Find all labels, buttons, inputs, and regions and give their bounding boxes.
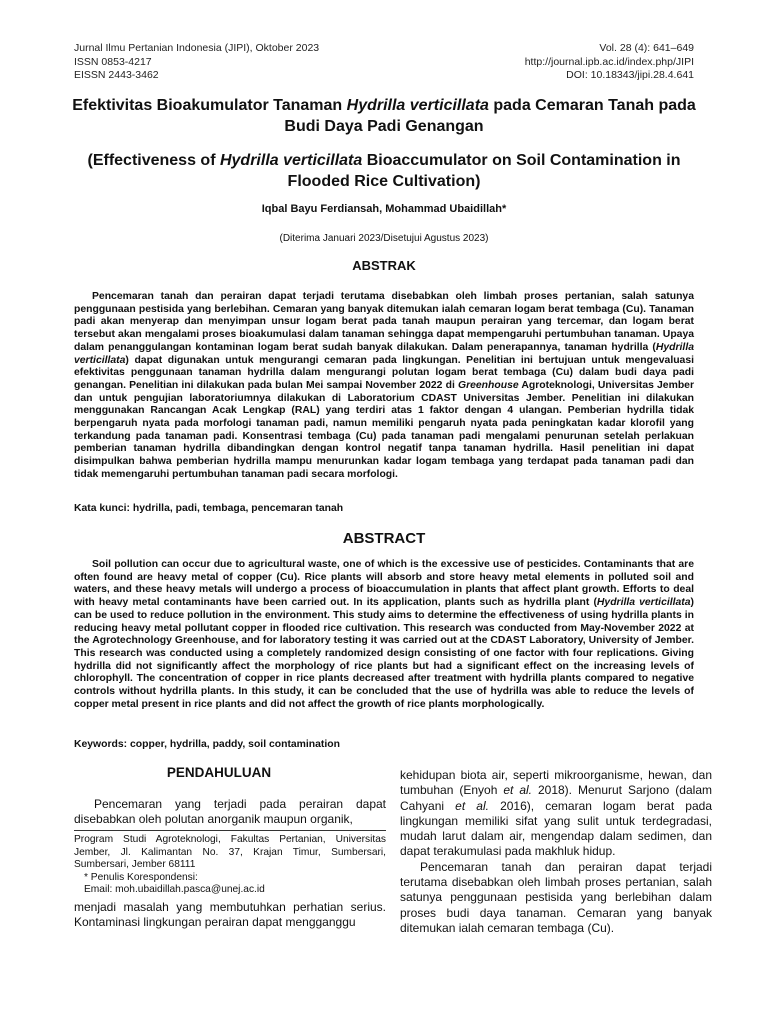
intro-text: kehidupan biota air, seperti mikroorganisme, hewan, dan tumbuhan (Enyoh bbox=[400, 768, 712, 798]
intro-paragraph: Pencemaran tanah dan perairan dapat terjadi terutama disebabkan oleh limbah proses pertanian, salah satunya penggunaan pestisida yang berlebihan dalam proses budi daya tanaman. Cemaran yang banyak ditemukan ialah cemaran tembaga (Cu). bbox=[400, 859, 712, 935]
authors: Iqbal Bayu Ferdiansah, Mohammad Ubaidillah* bbox=[261, 203, 507, 215]
journal-header-right bbox=[525, 42, 694, 83]
corresponding-author: * Penulis Korespondensi: bbox=[84, 871, 198, 883]
title-indonesian bbox=[60, 95, 708, 137]
intro-paragraph bbox=[400, 768, 712, 860]
abstrak-species: Hydrilla verticillata bbox=[74, 341, 694, 366]
affiliation: Program Studi Agroteknologi, Fakultas Pertanian, Universitas Jember, Jl. Kalimantan No. 37, Krajan Timur, Sumbersari, Sumbersari, Jember 68111 bbox=[74, 834, 386, 870]
email: Email: moh.ubaidillah.pasca@unej.ac.id bbox=[84, 884, 265, 895]
intro-text: 2016), cemaran logam berat pada lingkungan memiliki sifat yang sulit untuk terdegradasi, mudah larut dalam air, mengendap dalam sedimen, dan dapat terakumulasi pada makhluk hidup. bbox=[400, 798, 712, 859]
intro-paragraph: Pencemaran yang terjadi pada perairan dapat disebabkan oleh polutan anorganik maupun organik, bbox=[74, 797, 386, 827]
abstrak-heading: ABSTRAK bbox=[352, 258, 416, 273]
title-id-part: pada Cemaran Tanah pada Budi Daya Padi Genangan bbox=[284, 97, 696, 135]
title-en-species: Hydrilla verticillata bbox=[219, 152, 363, 169]
intro-left-top bbox=[74, 797, 386, 828]
intro-right-column bbox=[400, 768, 712, 936]
intro-text: 2018). Menurut Sarjono (dalam Cahyani bbox=[400, 783, 712, 813]
kata-kunci: Kata kunci: hydrilla, padi, tembaga, pencemaran tanah bbox=[74, 503, 344, 514]
intro-left-bottom bbox=[74, 900, 386, 931]
intro-etal: et al. bbox=[503, 783, 532, 798]
eissn: EISSN 2443-3462 bbox=[74, 69, 159, 81]
abstract-body bbox=[74, 559, 694, 711]
volume-pages: Vol. 28 (4): 641–649 bbox=[599, 42, 694, 54]
footnote-divider bbox=[74, 830, 386, 831]
footnote bbox=[74, 834, 386, 897]
abstrak-greenhouse: Greenhouse bbox=[458, 379, 519, 391]
title-en-part: Bioaccumulator on Soil Contamination in Flooded Rice Cultivation) bbox=[287, 152, 681, 190]
title-english bbox=[60, 150, 708, 192]
keywords: Keywords: copper, hydrilla, paddy, soil contamination bbox=[74, 739, 340, 750]
section-heading-pendahuluan: PENDAHULUAN bbox=[166, 765, 272, 780]
title-id-part: Efektivitas Bioakumulator Tanaman bbox=[72, 97, 347, 114]
abstrak-text: Pencemaran tanah dan perairan dapat terjadi terutama disebabkan oleh limbah proses pertanian, salah satunya penggunaan pestisida yang berlebihan. Cemaran yang banyak ditemukan ialah cemaran logam berat tembaga (Cu). Tanaman padi akan menyerap dan menyimpan unsur logam berat pada tanah maupun perairan yang tercemar, dan logam berat tersebut akan mengalami proses bioakumulasi dalam tanaman sehingga dapat mempengaruhi pertumbuhan tanaman. Upaya dalam penanggulangan kontaminan logam berat sudah banyak dilakukan. Dalam penerapannya, tanaman hydrilla ( bbox=[74, 291, 694, 353]
title-id-species: Hydrilla verticillata bbox=[346, 97, 489, 114]
abstract-heading: ABSTRACT bbox=[342, 530, 426, 547]
issn: ISSN 0853-4217 bbox=[74, 55, 152, 68]
abstrak-text: Agroteknologi, Universitas Jember dan untuk pengujian laboratoriumnya dilakukan di Laboratorium CDAST Universitas Jember. Penelitian ini dilakukan menggunakan Rancangan Acak Lengkap (RAL) yang terdiri atas 1 faktor dengan 4 ulangan. Pemberian hydrilla tidak berpengaruh nyata pada morfologi tanaman padi, namun memiliki pengaruh nyata pada peningkatan kadar klorofil yang terkandung pada tanaman padi. Konsentrasi tembaga (Cu) pada tanaman padi mengalami penurunan setelah perlakuan pemberian tanaman hydrilla dibandingkan dengan kontrol negatif tanpa tanaman hydrilla. Hasil penelitian ini dapat disimpulkan bahwa pemberian hydrilla mampu menurunkan kadar logam tembaga yang terdapat pada tanaman padi dan tidak memengaruhi pertumbuhan tanaman padi secara morfologi. bbox=[74, 379, 694, 480]
abstract-species: Hydrilla verticillata bbox=[596, 597, 691, 609]
title-en-part: (Effectiveness of bbox=[87, 152, 220, 169]
received-date: (Diterima Januari 2023/Disetujui Agustus 2023) bbox=[279, 233, 489, 244]
abstrak-text: ) dapat digunakan untuk mengurangi cemaran pada lingkungan. Penelitian ini bertujuan untuk mengevaluasi efektivitas penggunaan tanaman hydrilla dalam mengurangi polutan logam berat tembaga (Cu) dalam budi daya padi genangan. Penelitian ini dilakukan pada bulan Mei sampai November 2022 di bbox=[74, 354, 694, 391]
abstrak-body bbox=[74, 291, 694, 482]
journal-header-left bbox=[74, 42, 319, 83]
abstract-text: ) can be used to reduce pollution in the environment. This study aims to determine the effectiveness of using hydrilla plants in reducing heavy metal pollutant copper in flooded rice cultivation. This research was conducted from May-November 2022 at the Agrotechnology Greenhouse, and for laboratory testing it was carried out at the CDAST Laboratory, University of Jember. This research was conducted using a completely randomized design consisting of one factor with four replications. Giving hydrilla did not significantly affect the morphology of rice plants but had a significant effect on the increasing levels of chlorophyll. The concentration of copper in rice plants decreased after treatment with hydrilla plants compared to negative controls without hydrilla plants. In this study, it can be concluded that the use of hydrilla was able to reduce the levels of copper metal present in rice plants and did not affect the growth of rice plants morphologically. bbox=[74, 597, 694, 710]
journal-name: Jurnal Ilmu Pertanian Indonesia (JIPI), Oktober 2023 bbox=[74, 42, 320, 54]
doi: DOI: 10.18343/jipi.28.4.641 bbox=[566, 69, 694, 81]
intro-etal: et al. bbox=[455, 798, 489, 813]
intro-paragraph: menjadi masalah yang membutuhkan perhatian serius. Kontaminasi lingkungan perairan dapat mengganggu bbox=[74, 900, 386, 930]
abstract-text: Soil pollution can occur due to agricultural waste, one of which is the excessive use of pesticides. Contaminants that are often found are heavy metal of copper (Cu). Rice plants will absorb and store heavy metal elements in polluted soil and waters, and these heavy metals will undergo a process of bioaccumulation in plants that affect plant growth. Efforts to deal with heavy metal contaminants have been carried out. In its application, plants such as hydrilla plant ( bbox=[74, 559, 694, 609]
journal-url: http://journal.ipb.ac.id/index.php/JIPI bbox=[524, 55, 694, 68]
